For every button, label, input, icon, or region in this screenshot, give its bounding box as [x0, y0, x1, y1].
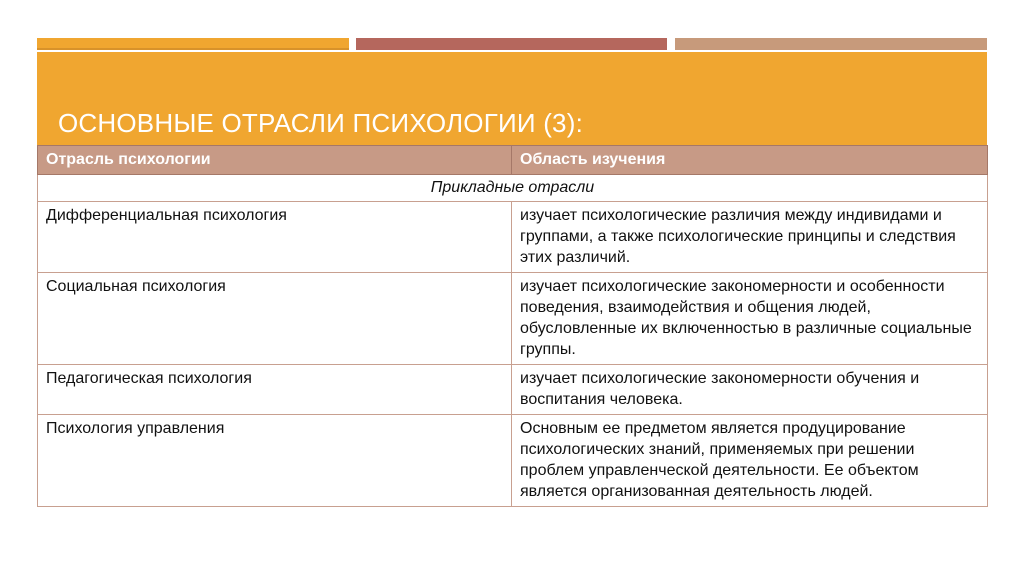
branch-cell: Педагогическая психология: [38, 365, 512, 415]
slide-title: ОСНОВНЫЕ ОТРАСЛИ ПСИХОЛОГИИ (3):: [58, 108, 583, 138]
branches-table: [37, 145, 988, 507]
top-bar-tan: [675, 38, 987, 50]
area-cell: Основным ее предметом является продуцирование психологических знаний, применяемых при решении проблем управленческой деятельности. Ее объектом является организованная деятельность людей.: [512, 415, 988, 507]
table-row: [38, 415, 988, 507]
table-row: [38, 365, 988, 415]
branch-cell: Социальная психология: [38, 273, 512, 365]
header-branch: Отрасль психологии: [38, 146, 512, 175]
area-cell: изучает психологические закономерности и особенности поведения, взаимодействия и общения людей, обусловленные их включенностью в различные социальные группы.: [512, 273, 988, 365]
decorative-top-bars: [37, 38, 987, 50]
branch-cell: Психология управления: [38, 415, 512, 507]
area-cell: изучает психологические различия между индивидами и группами, а также психологические принципы и следствия этих различий.: [512, 202, 988, 273]
section-label: Прикладные отрасли: [38, 175, 988, 202]
table-header-row: [38, 146, 988, 175]
header-area: Область изучения: [512, 146, 988, 175]
table-row: [38, 273, 988, 365]
area-cell: изучает психологические закономерности обучения и воспитания человека.: [512, 365, 988, 415]
top-bar-brick: [356, 38, 667, 50]
section-row: [38, 175, 988, 202]
table-row: [38, 202, 988, 273]
top-bar-orange: [37, 38, 349, 50]
branch-cell: Дифференциальная психология: [38, 202, 512, 273]
title-band: [37, 52, 987, 145]
